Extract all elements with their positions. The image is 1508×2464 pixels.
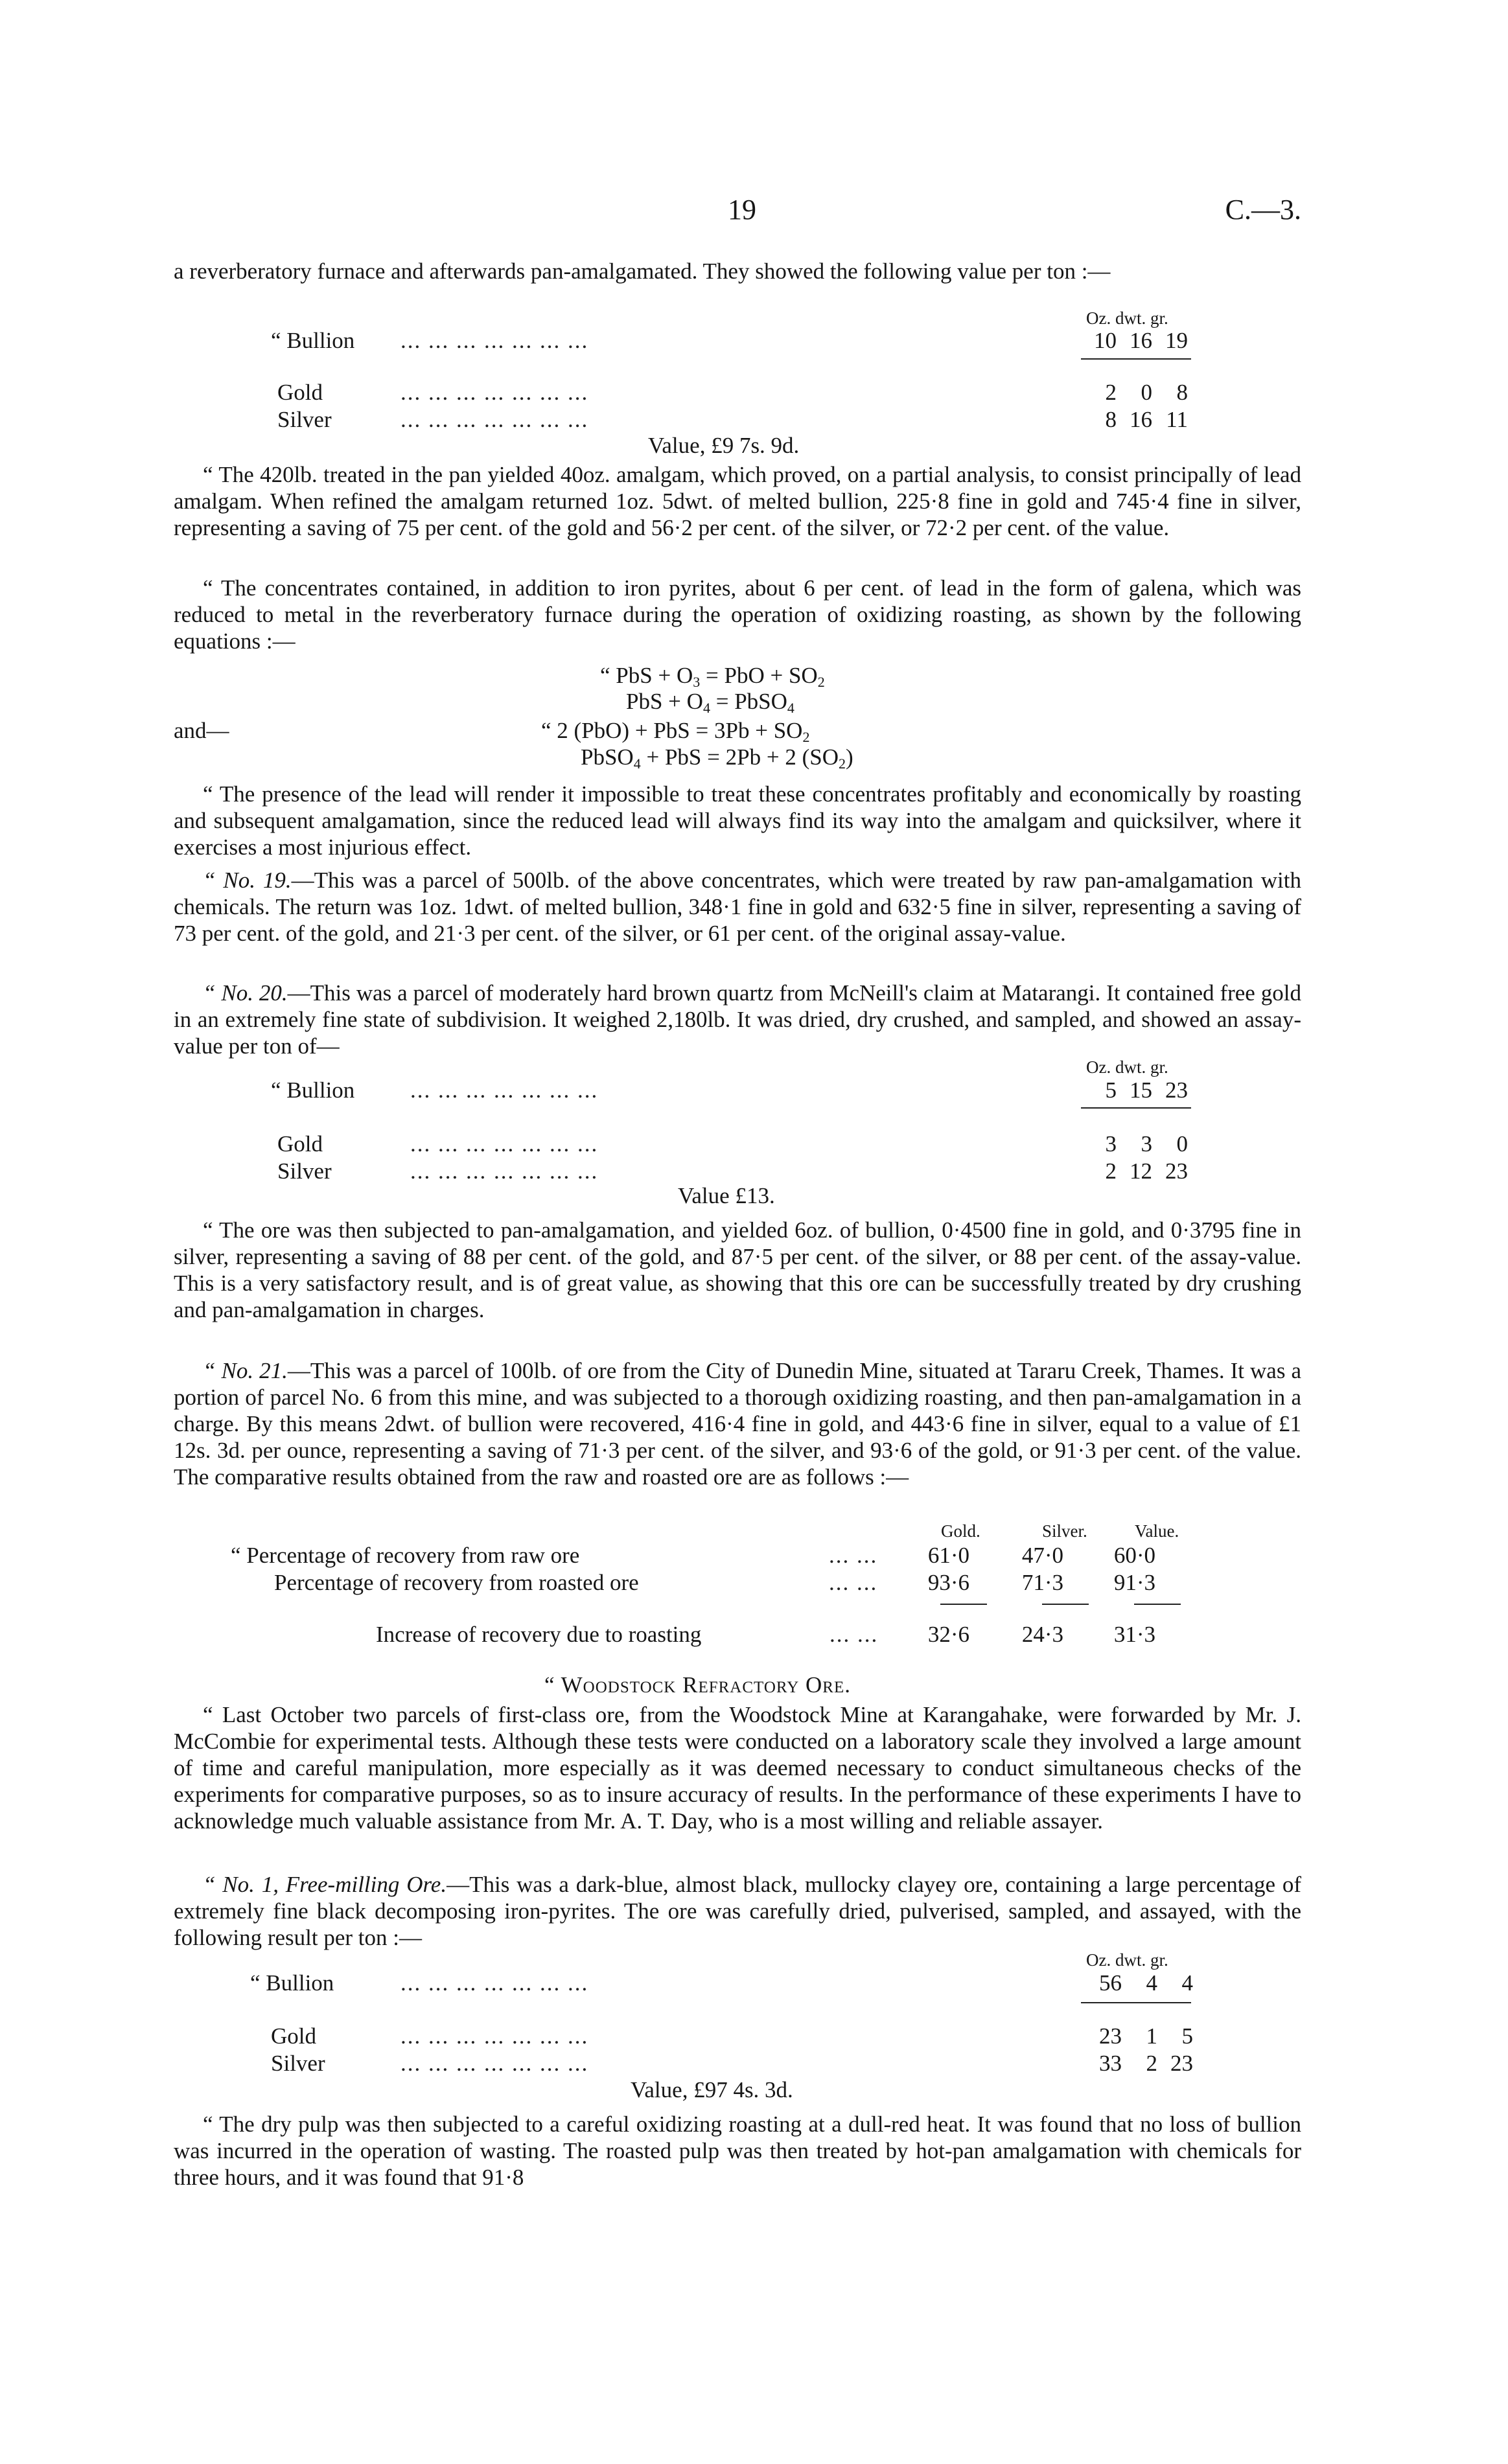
paragraph-no-20: “ No. 20.—This was a parcel of moderately hard brown quartz from McNeill's claim at Matarangi. It contained free gold in an extremely fine state of subdivision. It weighed 2,180lb. It was dried, dry crushed, and sampled, and showed an assay-value per ton of— bbox=[174, 980, 1301, 1059]
row-label: “ Bullion bbox=[271, 328, 355, 353]
intro-paragraph: a reverberatory furnace and afterwards pan-amalgamated. They showed the following value per ton :— bbox=[174, 259, 1111, 284]
paragraph-woodstock: “ Last October two parcels of first-class ore, from the Woodstock Mine at Karangahake, were forwarded by Mr. J. McCombie for experimental tests. Although these tests were conducted on a laboratory scale they involved a large amount of time and careful manipulation, more especially as it was deemed necessary to conduct simultaneous checks of the experiments for comparative purposes, so as to insure accuracy of results. In the performance of these experiments I have to acknowledge much valuable assistance from Mr. A. T. Day, who is a most willing and reliable assayer. bbox=[174, 1702, 1301, 1834]
table1-value: Value, £9 7s. 9d. bbox=[648, 433, 800, 458]
gold-percent: 61·0 bbox=[927, 1543, 969, 1568]
header-silver: Silver. bbox=[1042, 1521, 1087, 1541]
equation-1: “ PbS + $O_3$ = PbO + $SO_2$ bbox=[600, 663, 825, 690]
paragraph-no-19: “ No. 19.—This was a parcel of 500lb. of the above concentrates, which were treated by raw pan-amalgamation with chemicals. The return was 1oz. 1dwt. of melted bullion, 348·1 fine in gold and 632·5 fine in silver, representing a saving of 73 per cent. of the gold, and 21·3 per cent. of the silver, or 61 per cent. of the original assay-value. bbox=[174, 868, 1301, 946]
gr-value: 11 bbox=[1166, 407, 1188, 432]
silver-percent: 71·3 bbox=[1021, 1570, 1063, 1595]
oz-value: 23 bbox=[1099, 2023, 1122, 2049]
paragraph-no-21: “ No. 21.—This was a parcel of 100lb. of ore from the City of Dunedin Mine, situated at Tararu Creek, Thames. It was a portion of parcel No. 6 from this mine, and was subjected to a thorough oxidizing roasting, and then pan-amalgamation in a charge. By this means 2dwt. of bullion were recovered, 416·4 fine in gold, and 443·6 fine in silver, equal to a value of £1 12s. 3d. per ounce, representing a saving of 71·3 per cent. of the silver, and 93·6 of the gold, or 91·3 per cent. of the value. The comparative results obtained from the raw and roasted ore are as follows :— bbox=[174, 1358, 1302, 1490]
dwt-value: 3 bbox=[1141, 1131, 1152, 1157]
table1-bullion-row bbox=[271, 327, 1301, 354]
paragraph-concentrates: “ The concentrates contained, in addition to iron pyrites, about 6 per cent. of lead in the form of galena, which was reduced to metal in the reverberatory furnace during the operation of oxidizing roasting, as shown by the following equations :— bbox=[174, 575, 1301, 654]
comparison-row-increase bbox=[376, 1621, 1301, 1648]
table1-column-header: Oz. dwt. gr. bbox=[1086, 308, 1168, 328]
dot-leader: ... ... bbox=[829, 1570, 878, 1595]
table2-value: Value £13. bbox=[678, 1183, 775, 1208]
table1-silver-row bbox=[277, 406, 1301, 433]
dot-leader: ... ... ... ... ... ... ... bbox=[400, 2051, 589, 2076]
gr-value: 23 bbox=[1165, 1158, 1188, 1184]
dwt-value: 4 bbox=[1146, 1970, 1157, 1996]
table2-column-header: Oz. dwt. gr. bbox=[1086, 1057, 1168, 1077]
oz-value: 8 bbox=[1105, 407, 1117, 432]
table3-column-header: Oz. dwt. gr. bbox=[1086, 1950, 1168, 1970]
dot-leader: ... ... ... ... ... ... ... bbox=[400, 380, 589, 405]
table3-rule bbox=[1081, 2002, 1191, 2003]
header-value: Value. bbox=[1135, 1521, 1179, 1541]
comparison-row-raw bbox=[231, 1542, 1301, 1569]
table3-value: Value, £97 4s. 3d. bbox=[631, 2077, 793, 2102]
section-title: “ Woodstock Refractory Ore. bbox=[544, 1672, 851, 1698]
dwt-value: 0 bbox=[1141, 380, 1152, 405]
header-gold: Gold. bbox=[941, 1521, 980, 1541]
dwt-value: 2 bbox=[1146, 2051, 1157, 2076]
dot-leader: ... ... ... ... ... ... ... bbox=[400, 1970, 589, 1996]
oz-value: 2 bbox=[1105, 380, 1117, 405]
row-label: Silver bbox=[277, 407, 332, 432]
row-label: “ Bullion bbox=[250, 1970, 334, 1996]
dot-leader: ... ... ... ... ... ... ... bbox=[410, 1131, 599, 1157]
value-percent: 60·0 bbox=[1113, 1543, 1155, 1568]
paragraph-lead: “ The presence of the lead will render it impossible to treat these concentrates profitably and economically by roasting and subsequent amalgamation, since the reduced lead will always find its way into the amalgam and quicksilver, where it exercises a most injurious effect. bbox=[174, 781, 1301, 860]
gr-value: 23 bbox=[1165, 1077, 1188, 1103]
rule-gold bbox=[940, 1604, 987, 1605]
gr-value: 23 bbox=[1170, 2051, 1193, 2076]
table2-rule bbox=[1081, 1107, 1191, 1109]
row-label: “ Bullion bbox=[271, 1077, 355, 1103]
table2-silver-row bbox=[277, 1158, 1301, 1185]
page-number: 19 bbox=[728, 194, 756, 225]
silver-percent: 24·3 bbox=[1021, 1622, 1063, 1647]
row-label: Silver bbox=[277, 1158, 332, 1184]
row-label: Silver bbox=[271, 2051, 325, 2076]
oz-value: 5 bbox=[1105, 1077, 1117, 1103]
dwt-value: 12 bbox=[1130, 1158, 1152, 1184]
document-reference: C.—3. bbox=[1225, 194, 1301, 225]
and-label: and— bbox=[174, 718, 229, 743]
silver-percent: 47·0 bbox=[1021, 1543, 1063, 1568]
document-page bbox=[174, 0, 1301, 2464]
row-label: Gold bbox=[277, 380, 323, 405]
table3-bullion-row bbox=[250, 1970, 1301, 1997]
paragraph-no-1: “ No. 1, Free-milling Ore.—This was a dark-blue, almost black, mullocky clayey ore, containing a large percentage of extremely fine black decomposing iron-pyrites. The ore was carefully dried, pulverised, sampled, and assayed, with the following result per ton :— bbox=[174, 1872, 1301, 1950]
dot-leader: ... ... bbox=[829, 1622, 879, 1647]
gr-value: 4 bbox=[1181, 1970, 1193, 1996]
dot-leader: ... ... ... ... ... ... ... bbox=[410, 1158, 599, 1184]
oz-value: 56 bbox=[1099, 1970, 1122, 1996]
gold-percent: 93·6 bbox=[927, 1570, 969, 1595]
table3-silver-row bbox=[271, 2050, 1301, 2077]
gr-value: 8 bbox=[1176, 380, 1188, 405]
equation-2: PbS + $O_4$ = PbSO$_4$ bbox=[626, 689, 795, 716]
paragraph-final: “ The dry pulp was then subjected to a careful oxidizing roasting at a dull-red heat. It was found that no loss of bullion was incurred in the operation of wasting. The roasted pulp was then treated by hot-pan amalgamation with chemicals for three hours, and it was found that 91·8 bbox=[174, 2112, 1301, 2190]
row-label: “ Percentage of recovery from raw ore bbox=[231, 1543, 580, 1568]
comparison-row-roasted bbox=[274, 1569, 1301, 1596]
dot-leader: ... ... ... ... ... ... ... bbox=[410, 1077, 599, 1103]
oz-value: 10 bbox=[1094, 328, 1117, 353]
table3-gold-row bbox=[271, 2023, 1301, 2050]
rule-value bbox=[1134, 1604, 1181, 1605]
paragraph-420lb: “ The 420lb. treated in the pan yielded 40oz. amalgam, which proved, on a partial analysis, to consist principally of lead amalgam. When refined the amalgam returned 1oz. 5dwt. of melted bullion, 225·8 fine in gold and 745·4 fine in silver, representing a saving of 75 per cent. of the gold and 56·2 per cent. of the silver, or 72·2 per cent. of the value. bbox=[174, 462, 1301, 540]
gr-value: 5 bbox=[1181, 2023, 1193, 2049]
dot-leader: ... ... ... ... ... ... ... bbox=[400, 2023, 589, 2049]
paragraph-ore: “ The ore was then subjected to pan-amalgamation, and yielded 6oz. of bullion, 0·4500 fine in gold, and 0·3795 fine in silver, representing a saving of 88 per cent. of the gold, and 87·5 per cent. of the silver, or 88 per cent. of the assay-value. This is a very satisfactory result, and is of great value, as showing that this ore can be successfully treated by dry crushing and pan-amalgamation in charges. bbox=[174, 1217, 1301, 1322]
row-label: Percentage of recovery from roasted ore bbox=[274, 1570, 639, 1595]
dwt-value: 16 bbox=[1130, 328, 1152, 353]
table2-bullion-row bbox=[271, 1077, 1301, 1104]
gold-percent: 32·6 bbox=[927, 1622, 969, 1647]
dot-leader: ... ... bbox=[829, 1543, 878, 1568]
value-percent: 31·3 bbox=[1113, 1622, 1155, 1647]
table2-gold-row bbox=[277, 1131, 1301, 1158]
table1-gold-row bbox=[277, 379, 1301, 406]
oz-value: 2 bbox=[1105, 1158, 1117, 1184]
oz-value: 33 bbox=[1099, 2051, 1122, 2076]
gr-value: 19 bbox=[1165, 328, 1188, 353]
table1-rule bbox=[1081, 358, 1191, 360]
dwt-value: 15 bbox=[1130, 1077, 1152, 1103]
row-label: Gold bbox=[271, 2023, 316, 2049]
equation-3: “ 2 (PbO) + PbS = $3Pb + SO_2$ bbox=[541, 718, 810, 745]
row-label: Gold bbox=[277, 1131, 323, 1157]
oz-value: 3 bbox=[1105, 1131, 1117, 1157]
value-percent: 91·3 bbox=[1113, 1570, 1155, 1595]
gr-value: 0 bbox=[1176, 1131, 1188, 1157]
dwt-value: 16 bbox=[1130, 407, 1152, 432]
page-header bbox=[174, 188, 1301, 233]
row-label: Increase of recovery due to roasting bbox=[376, 1622, 702, 1647]
dot-leader: ... ... ... ... ... ... ... bbox=[400, 328, 589, 353]
dwt-value: 1 bbox=[1146, 2023, 1157, 2049]
equation-4: PbSO$_4$ + PbS = 2Pb + 2 $(SO_2)$ bbox=[581, 744, 853, 772]
dot-leader: ... ... ... ... ... ... ... bbox=[400, 407, 589, 432]
rule-silver bbox=[1042, 1604, 1089, 1605]
